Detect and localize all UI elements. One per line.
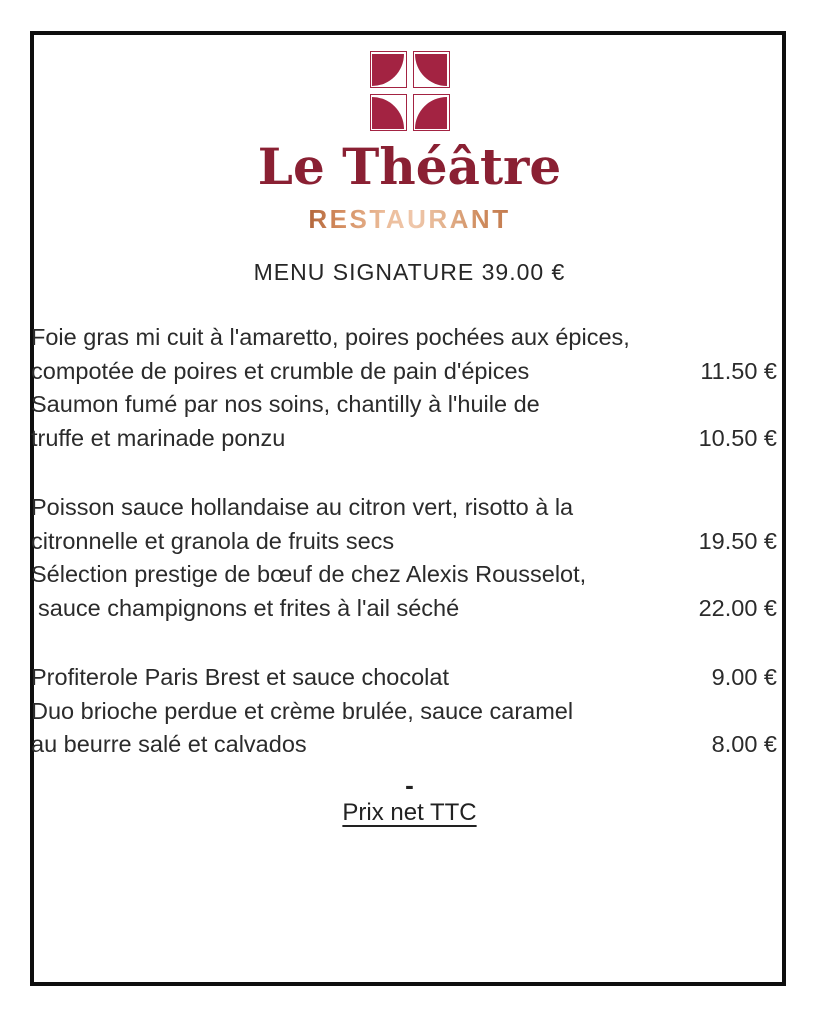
- dish-text: truffe et marinade ponzu: [31, 424, 286, 451]
- dish-price: 9.00 €: [711, 664, 777, 690]
- menu-row: [31, 525, 777, 559]
- menu-row: [31, 661, 777, 695]
- logo-fan-bottom-left-icon: [370, 94, 407, 131]
- dish-text: compotée de poires et crumble de pain d'épices: [31, 357, 530, 384]
- dish-price: 8.00 €: [711, 731, 777, 757]
- dish-text: citronnelle et granola de fruits secs: [31, 527, 395, 554]
- menu-section: [31, 491, 777, 625]
- menu-row: [31, 695, 777, 729]
- footer-dash: -: [405, 770, 414, 800]
- dish-text: au beurre salé et calvados: [31, 731, 307, 757]
- menu-row: [31, 728, 777, 762]
- menu-sections: [31, 321, 777, 798]
- dish-text: Sélection prestige de bœuf de chez Alexis Rousselot,: [31, 561, 587, 587]
- menu-section: [31, 321, 777, 455]
- restaurant-subtitle-text: RESTAURANT: [308, 204, 511, 234]
- theatre-logo-icon: [370, 51, 450, 131]
- menu-row: [31, 422, 777, 456]
- dish-price: 19.50 €: [698, 527, 777, 554]
- logo-fan-top-right-icon: [413, 51, 450, 88]
- logo-fan-bottom-right-icon: [413, 94, 450, 131]
- dish-text: Profiterole Paris Brest et sauce chocolat: [31, 664, 449, 690]
- menu-row: [31, 592, 777, 626]
- menu-section: [31, 661, 777, 762]
- menu-title: MENU SIGNATURE 39.00 €: [253, 259, 566, 285]
- restaurant-subtitle: [0, 204, 819, 235]
- dish-text: Duo brioche perdue et crème brulée, sauce caramel: [31, 697, 574, 724]
- menu-row: [31, 321, 777, 355]
- dish-price: 22.00 €: [698, 594, 777, 621]
- menu-row: [31, 388, 777, 422]
- logo-fan-top-left-icon: [370, 51, 407, 88]
- dish-price: 10.50 €: [698, 424, 777, 451]
- restaurant-name: Le Théâtre: [257, 137, 562, 196]
- menu-row: [31, 558, 777, 592]
- dish-text: Saumon fumé par nos soins, chantilly à l'huile de: [31, 391, 540, 417]
- footer-price-note: [0, 797, 819, 829]
- dish-text: sauce champignons et frites à l'ail séché: [38, 594, 460, 621]
- footer-price-note-text: Prix net TTC: [342, 799, 477, 826]
- dish-text: Foie gras mi cuit à l'amaretto, poires pochées aux épices,: [31, 324, 630, 350]
- menu-row: [31, 491, 777, 525]
- dish-text: Poisson sauce hollandaise au citron vert, risotto à la: [31, 494, 574, 520]
- menu-row: [31, 355, 777, 389]
- dish-price: 11.50 €: [700, 357, 777, 384]
